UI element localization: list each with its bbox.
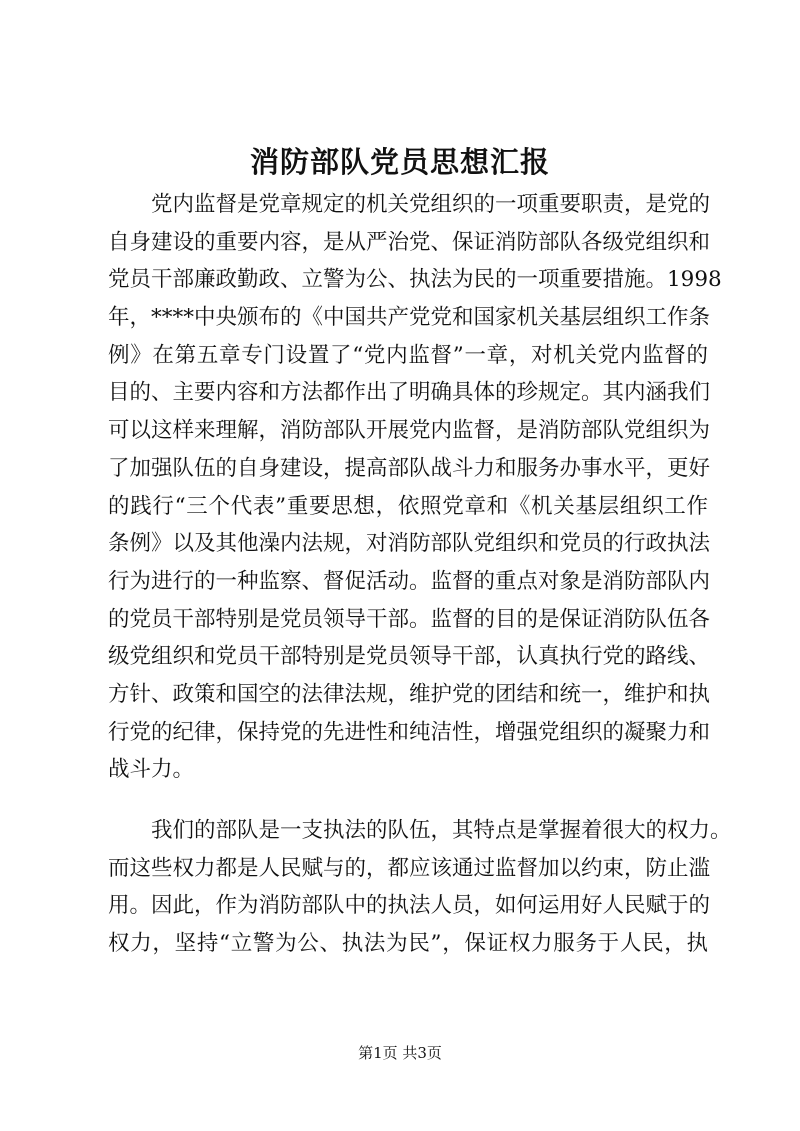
document-body	[108, 186, 732, 963]
text-line: 行党的纪律，保持党的先进性和纯洁性，增强党组织的凝聚力和	[108, 719, 711, 745]
text-line: 级党组织和党员干部特别是党员领导干部，认真执行党的路线、	[108, 644, 711, 670]
text-line: 的党员干部特别是党员领导干部。监督的目的是保证消防队伍各	[108, 606, 711, 632]
text-line: 方针、政策和国空的法律法规，维护党的团结和统一，维护和执	[108, 681, 711, 707]
paragraph	[108, 186, 722, 789]
text-line: 我们的部队是一支执法的队伍，其特点是掌握着很大的权力。	[108, 818, 732, 843]
text-line: 年，****中央颁布的《中国共产党党和国家机关基层组织工作条	[108, 305, 711, 331]
text-line: 权力，坚持“立警为公、执法为民”，保证权力服务于人民，执	[108, 931, 708, 957]
text-line: 战斗力。	[108, 757, 195, 783]
page-number-footer: 第1页 共3页	[358, 1044, 442, 1062]
text-line: 党内监督是党章规定的机关党组织的一项重要职责，是党的	[108, 192, 711, 217]
text-line: 党员干部廉政勤政、立警为公、执法为民的一项重要措施。1998	[108, 267, 722, 293]
text-line: 行为进行的一种监察、督促活动。监督的重点对象是消防部队内	[108, 568, 711, 594]
text-line: 目的、主要内容和方法都作出了明确具体的珍规定。其内涵我们	[108, 380, 711, 406]
text-line: 可以这样来理解，消防部队开展党内监督，是消防部队党组织为	[108, 418, 711, 444]
text-line: 了加强队伍的自身建设，提高部队战斗力和服务办事水平，更好	[108, 455, 711, 481]
paragraph	[108, 812, 732, 963]
document-title: 消防部队党员思想汇报	[249, 145, 550, 179]
text-line: 例》在第五章专门设置了“党内监督”一章，对机关党内监督的	[108, 342, 708, 368]
text-line: 而这些权力都是人民赋与的，都应该通过监督加以约束，防止滥	[108, 855, 711, 881]
text-line: 自身建设的重要内容，是从严治党、保证消防部队各级党组织和	[108, 229, 711, 255]
text-line: 用。因此，作为消防部队中的执法人员，如何运用好人民赋于的	[108, 893, 711, 919]
text-line: 的践行“三个代表”重要思想，依照党章和《机关基层组织工作	[108, 493, 708, 519]
text-line: 条例》以及其他澡内法规，对消防部队党组织和党员的行政执法	[108, 531, 711, 557]
paragraph-gap	[108, 789, 708, 812]
